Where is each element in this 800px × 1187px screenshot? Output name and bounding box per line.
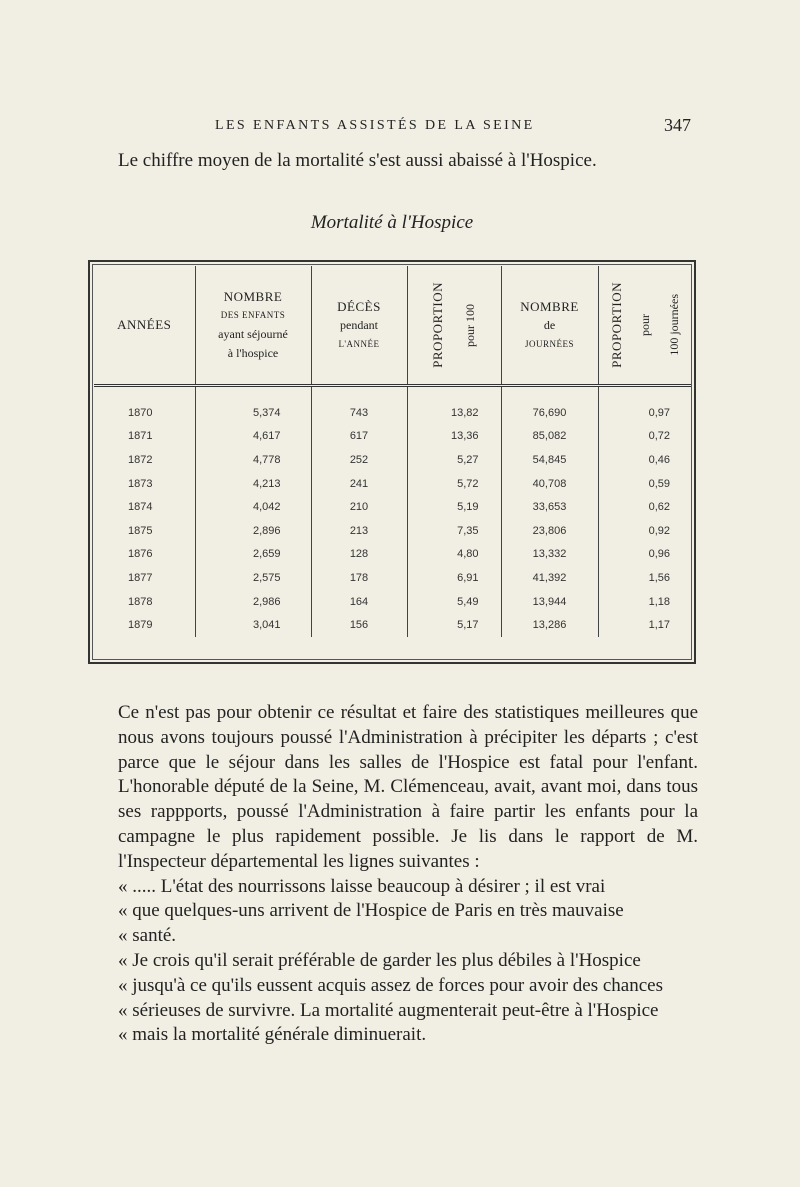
cell-proportion: 5,27 <box>407 448 501 472</box>
cell-deces: 241 <box>311 472 407 496</box>
body-paragraph: Ce n'est pas pour obtenir ce résultat et faire des statistiques meilleures que nous avons toujours poussé l'Administration à précipiter les départs ; c'est parce que le séjour dans les salles de l'Hospice est fatal pour l'enfant. L'honorable député de la Seine, M. Clémenceau, avait, avant moi, dans tous ses rappports, poussé l'Administration à faire partir les enfants pour la campagne le plus rapidement possible. Je lis dans le rapport de M. l'Inspecteur départemental les lignes suivantes : <box>118 702 698 872</box>
mortality-table <box>94 266 692 637</box>
quote-line: « ..... L'état des nourrissons laisse beaucoup à désirer ; il est vrai <box>118 875 606 897</box>
cell-journees: 33,653 <box>501 495 598 519</box>
cell-annee: 1874 <box>128 501 153 514</box>
cell-annee: 1872 <box>128 453 153 466</box>
cell-journees: 40,708 <box>501 472 598 496</box>
table-row <box>94 495 692 519</box>
running-title: LES ENFANTS ASSISTÉS DE LA SEINE <box>215 118 535 133</box>
cell-proportion-journees: 0,97 <box>598 386 692 425</box>
cell-journees: 85,082 <box>501 425 598 449</box>
header-nombre-line2: DES ENFANTS <box>220 310 286 320</box>
header-deces-line3: L'ANNÉE <box>338 338 380 349</box>
header-annees-label: ANNÉES <box>117 317 172 332</box>
cell-journees: 41,392 <box>501 566 598 590</box>
header-prop1-line1: PROPORTION <box>430 282 445 368</box>
cell-journees: 76,690 <box>501 386 598 425</box>
table-row <box>94 386 692 425</box>
header-nombre-line3: ayant séjourné <box>218 327 288 341</box>
header-prop2-line2: pour <box>637 314 652 336</box>
intro-sentence: Le chiffre moyen de la mortalité s'est aussi abaissé à l'Hospice. <box>118 150 597 171</box>
cell-annee: 1879 <box>128 619 153 632</box>
cell-proportion: 4,80 <box>407 543 501 567</box>
header-deces-line2: pendant <box>340 317 378 332</box>
cell-deces: 252 <box>311 448 407 472</box>
table-row <box>94 590 692 614</box>
cell-nombre: 4,213 <box>195 472 311 496</box>
table-title-text: Mortalité à l'Hospice <box>310 212 474 233</box>
header-deces-line1: DÉCÈS <box>337 298 381 314</box>
body-text <box>118 701 698 1048</box>
table-row <box>94 472 692 496</box>
cell-proportion: 6,91 <box>407 566 501 590</box>
cell-proportion-journees: 0,96 <box>598 543 692 567</box>
cell-proportion-journees: 1,18 <box>598 590 692 614</box>
cell-proportion: 5,72 <box>407 472 501 496</box>
cell-proportion: 13,36 <box>407 425 501 449</box>
cell-nombre: 4,617 <box>195 425 311 449</box>
cell-nombre: 2,986 <box>195 590 311 614</box>
quote-line: « jusqu'à ce qu'ils eussent acquis assez de forces pour avoir des chances <box>118 974 663 996</box>
cell-nombre: 4,042 <box>195 495 311 519</box>
header-journees-line3: JOURNÉES <box>524 338 574 349</box>
cell-proportion: 13,82 <box>407 386 501 425</box>
cell-proportion-journees: 0,46 <box>598 448 692 472</box>
header-nombre-line1: NOMBRE <box>223 289 283 304</box>
header-prop2-line3: 100 journées <box>666 294 681 356</box>
quote-line: « santé. <box>118 925 177 947</box>
quote-line: « mais la mortalité générale diminuerait. <box>118 1024 427 1046</box>
cell-annee: 1873 <box>128 477 153 490</box>
header-prop1-line2: pour 100 <box>463 303 477 347</box>
table-row <box>94 448 692 472</box>
cell-nombre: 2,659 <box>195 543 311 567</box>
cell-proportion-journees: 0,72 <box>598 425 692 449</box>
col-header-proportion-100 <box>407 266 501 386</box>
quote-line: « Je crois qu'il serait préférable de garder les plus débiles à l'Hospice <box>118 949 641 971</box>
cell-annee: 1870 <box>128 406 153 419</box>
cell-proportion: 5,17 <box>407 613 501 637</box>
cell-deces: 743 <box>311 386 407 425</box>
cell-proportion: 5,49 <box>407 590 501 614</box>
table-row <box>94 566 692 590</box>
cell-deces: 210 <box>311 495 407 519</box>
cell-nombre: 4,778 <box>195 448 311 472</box>
header-prop2-line1: PROPORTION <box>608 282 624 368</box>
cell-deces: 164 <box>311 590 407 614</box>
table-row <box>94 519 692 543</box>
table-row <box>94 613 692 637</box>
cell-journees: 23,806 <box>501 519 598 543</box>
cell-annee: 1875 <box>128 524 153 537</box>
cell-journees: 13,944 <box>501 590 598 614</box>
table-header-row <box>94 266 692 386</box>
cell-proportion-journees: 1,56 <box>598 566 692 590</box>
cell-deces: 617 <box>311 425 407 449</box>
cell-nombre: 2,896 <box>195 519 311 543</box>
table-row <box>94 425 692 449</box>
cell-annee: 1871 <box>128 430 153 443</box>
col-header-proportion-journees <box>598 266 692 386</box>
quote-line: « sérieuses de survivre. La mortalité augmenterait peut-être à l'Hospice <box>118 999 659 1021</box>
cell-nombre: 2,575 <box>195 566 311 590</box>
col-header-annees <box>94 266 195 386</box>
table-title <box>0 212 800 234</box>
cell-nombre: 3,041 <box>195 613 311 637</box>
cell-deces: 178 <box>311 566 407 590</box>
header-journees-line1: NOMBRE <box>520 298 579 314</box>
header-nombre-line4: à l'hospice <box>227 346 279 360</box>
col-header-journees <box>501 266 598 386</box>
cell-deces: 128 <box>311 543 407 567</box>
quote-line: « que quelques-uns arrivent de l'Hospice de Paris en très mauvaise <box>118 900 624 922</box>
cell-proportion: 7,35 <box>407 519 501 543</box>
mortality-table-frame <box>88 260 696 664</box>
cell-proportion-journees: 0,59 <box>598 472 692 496</box>
cell-deces: 213 <box>311 519 407 543</box>
cell-proportion-journees: 0,92 <box>598 519 692 543</box>
cell-proportion-journees: 1,17 <box>598 613 692 637</box>
cell-annee: 1877 <box>128 571 153 584</box>
cell-journees: 54,845 <box>501 448 598 472</box>
cell-proportion: 5,19 <box>407 495 501 519</box>
cell-annee: 1876 <box>128 548 153 561</box>
col-header-deces <box>311 266 407 386</box>
cell-annee: 1878 <box>128 595 153 608</box>
table-row <box>94 543 692 567</box>
col-header-nombre-enfants <box>195 266 311 386</box>
cell-journees: 13,332 <box>501 543 598 567</box>
header-journees-line2: de <box>543 317 556 332</box>
cell-proportion-journees: 0,62 <box>598 495 692 519</box>
cell-deces: 156 <box>311 613 407 637</box>
cell-journees: 13,286 <box>501 613 598 637</box>
page-number: 347 <box>664 115 691 135</box>
cell-nombre: 5,374 <box>195 386 311 425</box>
page-header <box>0 115 800 138</box>
